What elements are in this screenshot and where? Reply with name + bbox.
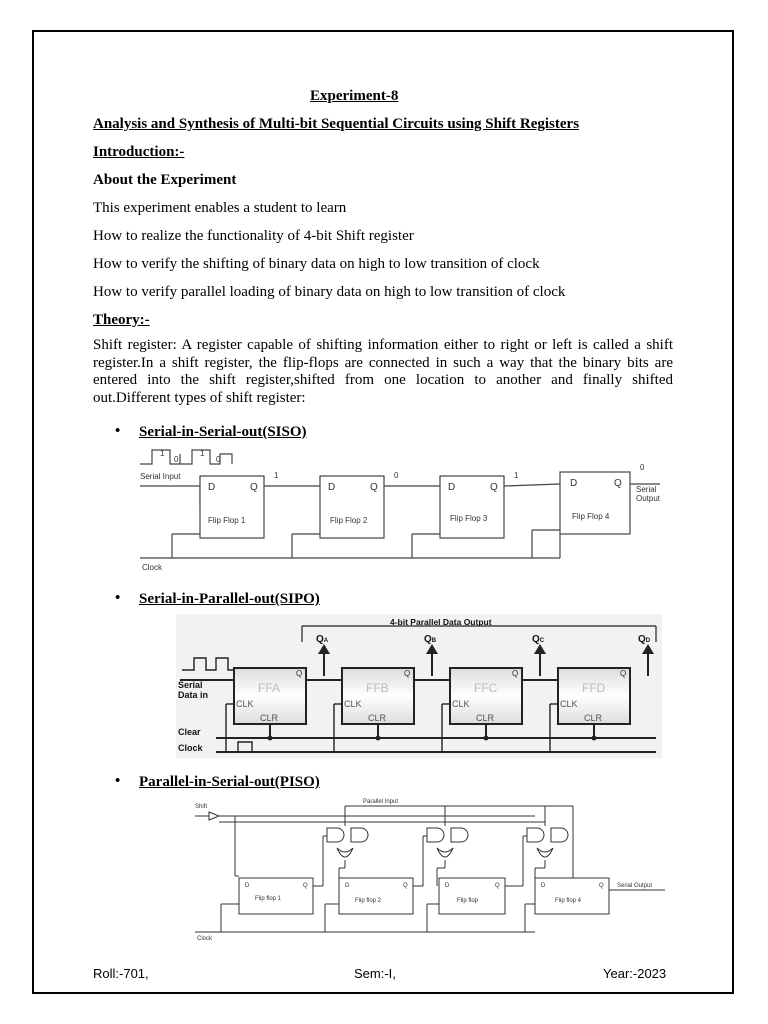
piso-d-pin: D (541, 883, 546, 889)
siso-q-pin: Q (614, 478, 622, 489)
siso-out-bit: 1 (274, 471, 279, 480)
piso-d-pin: D (345, 883, 350, 889)
about-line: How to verify parallel loading of binary data on high to low transition of clock (93, 284, 566, 300)
sipo-q-sub: D (645, 638, 651, 644)
piso-diagram (195, 796, 675, 942)
sipo-q-sub: B (431, 638, 437, 644)
bullet-icon: • (115, 590, 121, 606)
piso-clock-label: Clock (197, 936, 213, 942)
sipo-clock-label: Clock (178, 743, 203, 753)
sipo-q-label: Q (316, 634, 324, 645)
sipo-q-pin: Q (296, 669, 303, 678)
footer-roll: Roll:-701, (93, 966, 149, 981)
piso-serial-output-label: Serial Output (617, 883, 653, 889)
siso-ff-label: Flip Flop 2 (330, 516, 368, 525)
siso-q-pin: Q (370, 482, 378, 493)
type-siso-heading: Serial-in-Serial-out(SISO) (139, 424, 307, 440)
siso-d-pin: D (208, 482, 216, 493)
piso-ff-label: Flip flop 4 (555, 898, 582, 904)
piso-d-pin: D (245, 883, 250, 889)
piso-q-pin: Q (599, 883, 604, 889)
siso-q-pin: Q (490, 482, 498, 493)
siso-serial-input-label: Serial Input (140, 472, 181, 481)
piso-shift-label: Shift (195, 804, 208, 810)
siso-clock-label: Clock (142, 563, 163, 572)
sipo-clr-pin: CLR (260, 713, 279, 723)
siso-out-bit: 0 (640, 463, 645, 472)
bullet-icon: • (115, 423, 121, 439)
siso-q-pin: Q (250, 482, 258, 493)
sipo-clk-pin: CLK (452, 699, 470, 709)
piso-ff-label: Flip flop 2 (355, 898, 382, 904)
siso-ff-label: Flip Flop 3 (450, 514, 488, 523)
sipo-q-label: Q (424, 634, 432, 645)
piso-q-pin: Q (403, 883, 408, 889)
sipo-q-sub: A (323, 638, 329, 644)
sipo-clk-pin: CLK (560, 699, 578, 709)
sipo-q-pin: Q (404, 669, 411, 678)
siso-ff-label: Flip Flop 1 (208, 516, 246, 525)
siso-serial-output-label: Output (636, 494, 661, 503)
siso-out-bit: 1 (514, 471, 519, 480)
sipo-q-label: Q (638, 634, 646, 645)
sipo-ff-name: FFC (474, 681, 498, 695)
siso-d-pin: D (448, 482, 456, 493)
piso-parallel-input-label: Parallel Input (363, 799, 399, 805)
siso-wave-bit: 1 (200, 449, 205, 458)
sipo-clk-pin: CLK (236, 699, 254, 709)
sipo-ff-name: FFD (582, 681, 606, 695)
sipo-q-sub: C (539, 638, 545, 644)
sipo-ff-name: FFA (258, 681, 281, 695)
siso-d-pin: D (570, 478, 578, 489)
experiment-subtitle: Analysis and Synthesis of Multi-bit Sequential Circuits using Shift Registers (93, 116, 580, 132)
siso-wave-bit: 0 (216, 455, 221, 464)
siso-d-pin: D (328, 482, 336, 493)
sipo-clr-pin: CLR (368, 713, 387, 723)
sipo-clk-pin: CLK (344, 699, 362, 709)
sipo-clr-pin: CLR (476, 713, 495, 723)
siso-ff-label: Flip Flop 4 (572, 512, 610, 521)
sipo-clear-label: Clear (178, 727, 201, 737)
siso-wave-bit: 1 (160, 449, 165, 458)
theory-paragraph: Shift register: A register capable of shifting information either to right or left is called a shift register.In a shift register, the flip-flops are connected in such a way that the binary bits are entered into the shift register,shifted from one location to another and finally shifted out.Different types of shift register: (93, 337, 673, 406)
footer-year: Year:-2023 (603, 966, 667, 981)
about-heading: About the Experiment (93, 172, 237, 188)
sipo-serial-data-label: Data in (178, 690, 209, 700)
sipo-clr-pin: CLR (584, 713, 603, 723)
footer-sem: Sem:-I, (354, 966, 396, 981)
sipo-q-pin: Q (620, 669, 627, 678)
theory-heading: Theory:- (93, 312, 150, 328)
sipo-q-label: Q (532, 634, 540, 645)
about-line: How to realize the functionality of 4-bit Shift register (93, 228, 414, 244)
piso-ff-label: Flip flop (457, 898, 479, 904)
sipo-diagram (176, 614, 662, 758)
sipo-q-pin: Q (512, 669, 519, 678)
type-piso-heading: Parallel-in-Serial-out(PISO) (139, 774, 320, 790)
siso-wave-bit: 0 (174, 455, 179, 464)
piso-ff-label: Flip flop 1 (255, 896, 282, 902)
siso-out-bit: 0 (394, 471, 399, 480)
sipo-ff-name: FFB (366, 681, 389, 695)
experiment-title: Experiment-8 (310, 88, 399, 104)
siso-diagram (140, 446, 680, 574)
about-line: How to verify the shifting of binary data on high to low transition of clock (93, 256, 540, 272)
piso-q-pin: Q (303, 883, 308, 889)
siso-serial-output-label: Serial (636, 485, 657, 494)
piso-q-pin: Q (495, 883, 500, 889)
about-line: This experiment enables a student to learn (93, 200, 347, 216)
bullet-icon: • (115, 773, 121, 789)
sipo-header: 4-bit Parallel Data Output (390, 617, 492, 627)
piso-d-pin: D (445, 883, 450, 889)
introduction-heading: Introduction:- (93, 144, 185, 160)
sipo-serial-data-label: Serial (178, 680, 203, 690)
type-sipo-heading: Serial-in-Parallel-out(SIPO) (139, 591, 320, 607)
